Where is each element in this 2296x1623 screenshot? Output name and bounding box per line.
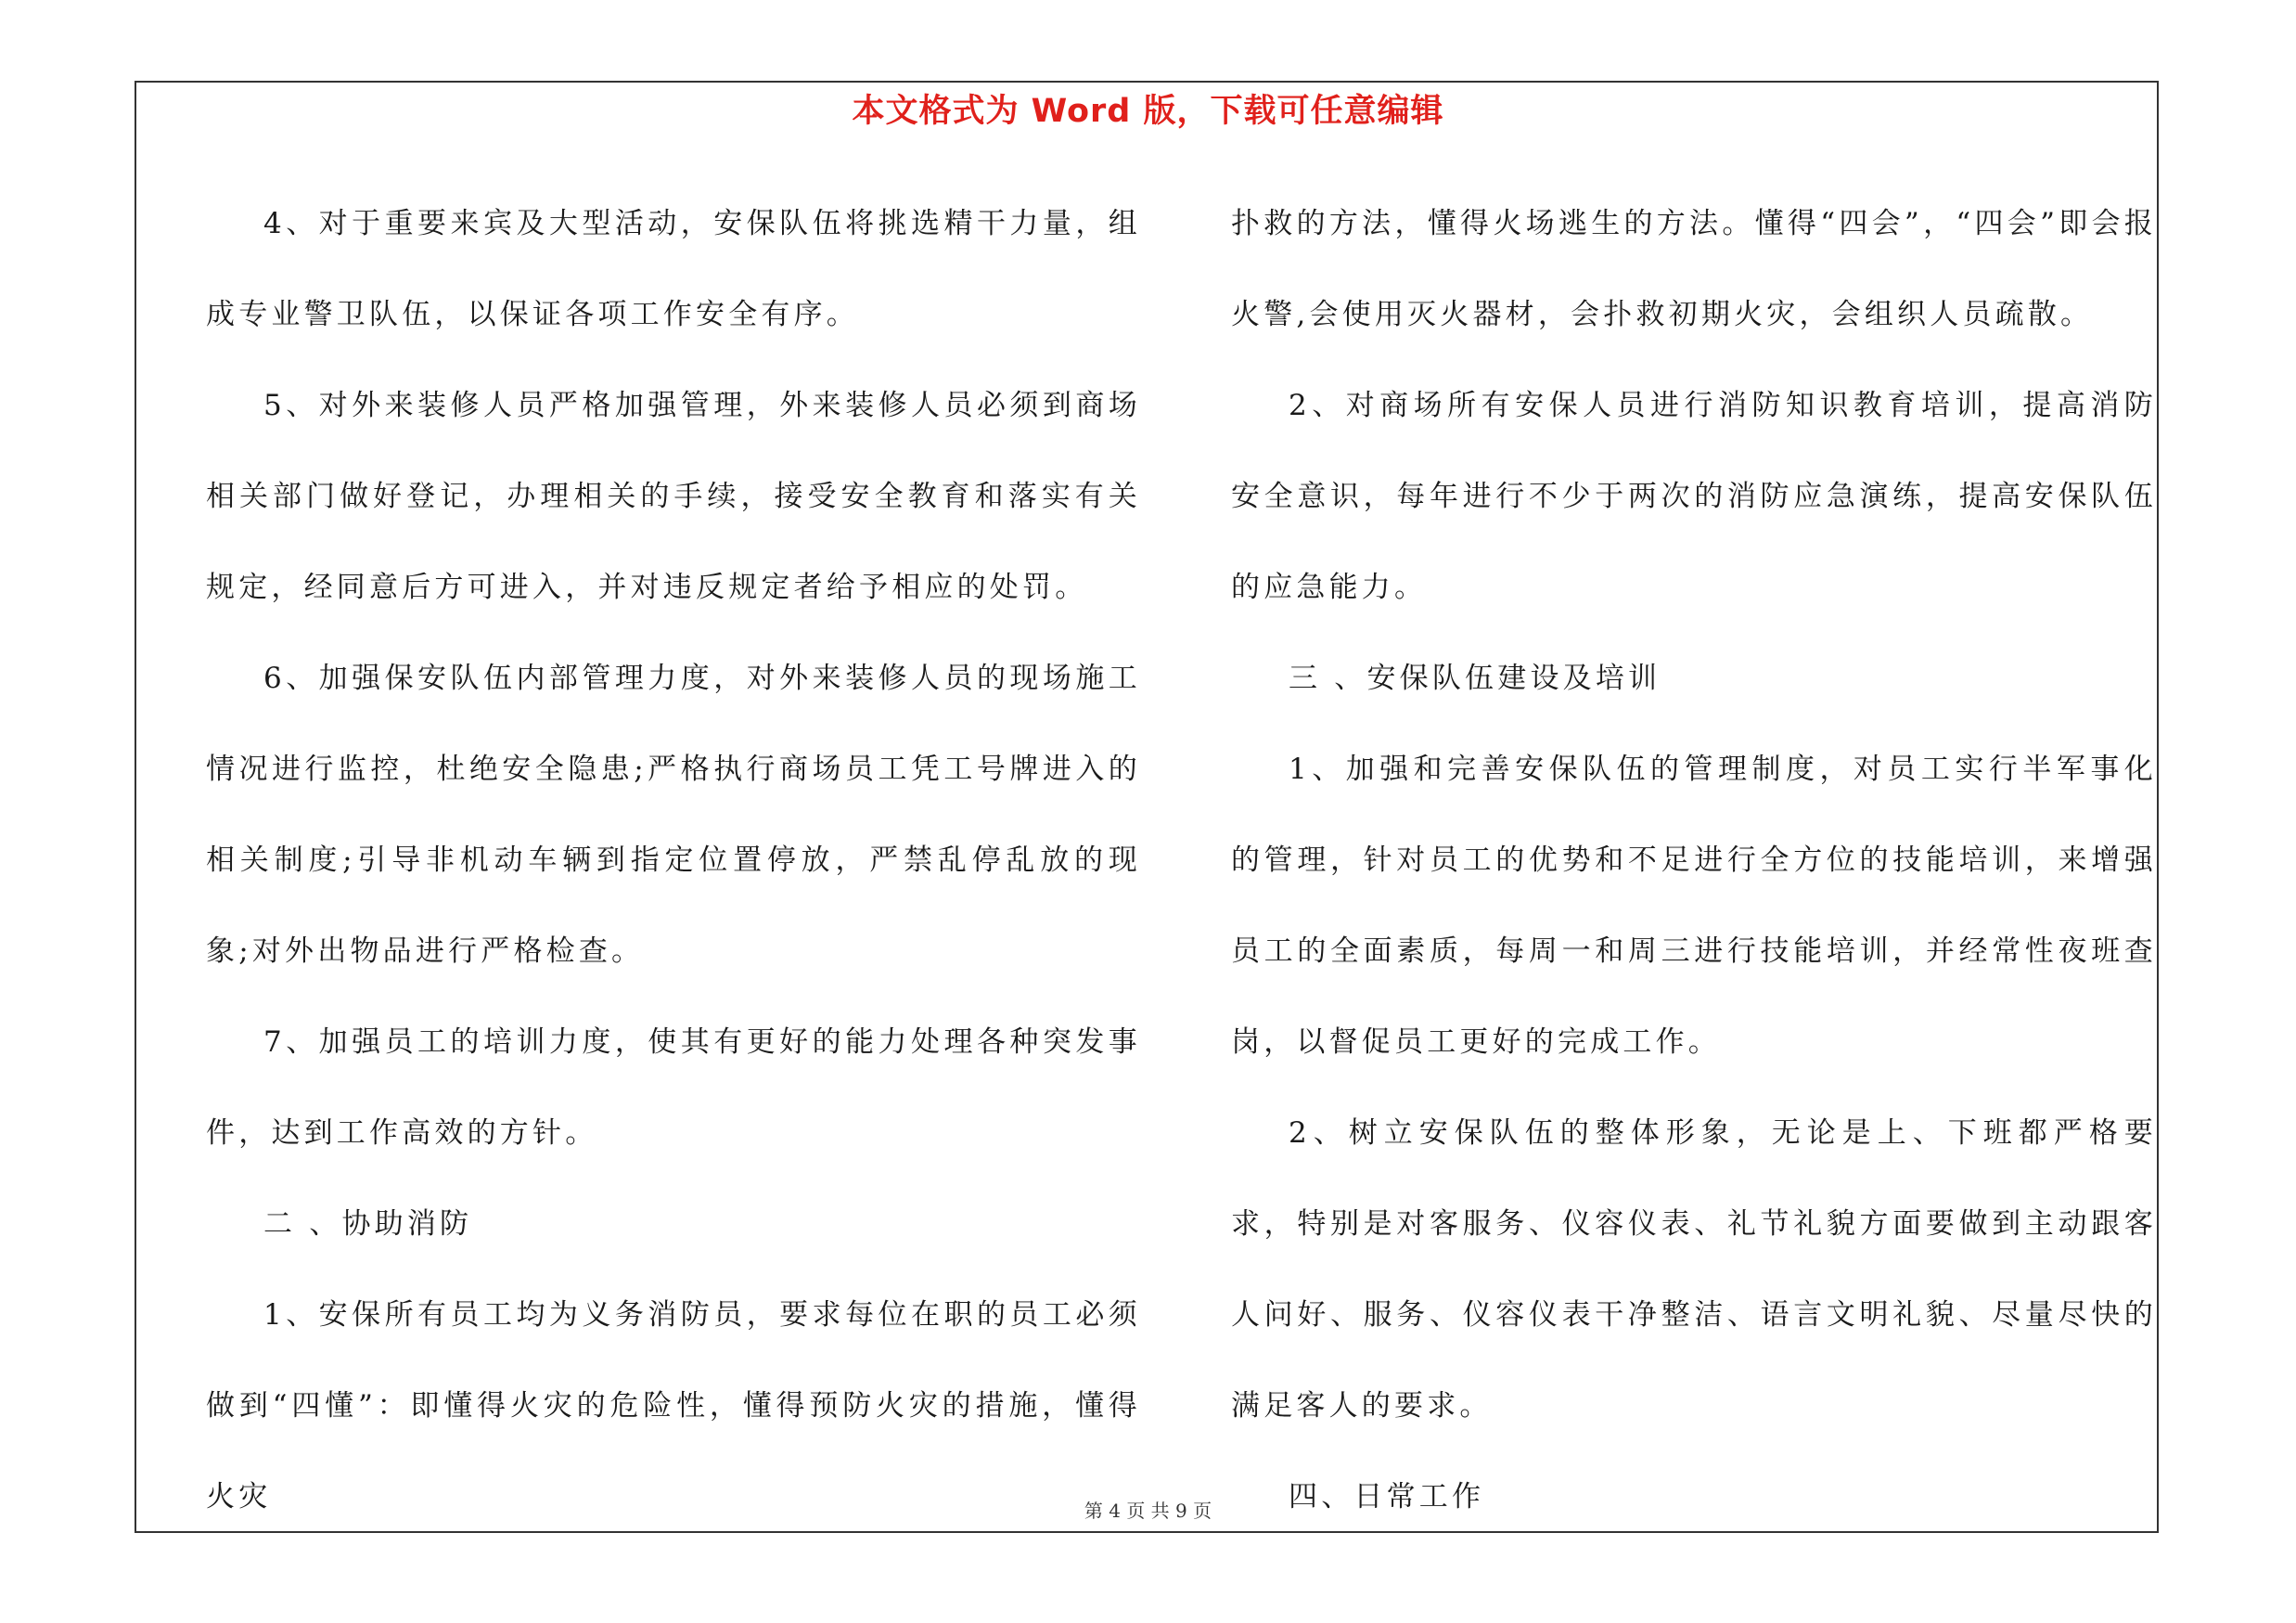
paragraph: 7、加强员工的培训力度，使其有更好的能力处理各种突发事件，达到工作高效的方针。 xyxy=(206,1025,1141,1150)
paragraph: 2、树立安保队伍的整体形象，无论是上、下班都严格要求，特别是对客服务、仪容仪表、礼节礼貌方面要做到主动跟客人问好、服务、仪容仪表干净整洁、语言文明礼貌、尽量尽快的满足客人的要求。 xyxy=(1231,1116,2157,1423)
header-banner: 本文格式为 Word 版，下载可任意编辑 xyxy=(852,93,1444,130)
paragraph: 6、加强保安队伍内部管理力度，对外来装修人员的现场施工情况进行监控，杜绝安全隐患;严格执行商场员工凭工号牌进入的相关制度;引导非机动车辆到指定位置停放，严禁乱停乱放的现象;对外出物品进行严格检查。 xyxy=(206,662,1141,968)
paragraph: 5、对外来装修人员严格加强管理，外来装修人员必须到商场相关部门做好登记，办理相关的手续，接受安全教育和落实有关规定，经同意后方可进入，并对违反规定者给予相应的处罚。 xyxy=(206,389,1141,604)
section-heading: 二 、协助消防 xyxy=(263,1207,473,1241)
paragraph: 1、安保所有员工均为义务消防员，要求每位在职的员工必须做到“四懂”：即懂得火灾的危险性，懂得预防火灾的措施，懂得火灾 xyxy=(206,1298,1141,1514)
section-heading: 三 、安保队伍建设及培训 xyxy=(1289,662,1661,695)
paragraph: 2、对商场所有安保人员进行消防知识教育培训，提高消防安全意识，每年进行不少于两次的消防应急演练，提高安保队伍的应急能力。 xyxy=(1231,389,2157,604)
left-column xyxy=(206,178,1141,1542)
paragraph-continuation: 扑救的方法，懂得火场逃生的方法。懂得“四会”，“四会”即会报火警,会使用灭火器材，会扑救初期火灾，会组织人员疏散。 xyxy=(1231,207,2157,331)
right-column xyxy=(1231,178,2157,1542)
section-heading: 四、日常工作 xyxy=(1289,1480,1485,1514)
page-number: 第 4 页 共 9 页 xyxy=(1084,1500,1212,1522)
paragraph: 4、对于重要来宾及大型活动，安保队伍将挑选精干力量，组成专业警卫队伍，以保证各项工作安全有序。 xyxy=(206,207,1141,331)
paragraph: 1、加强和完善安保队伍的管理制度，对员工实行半军事化的管理，针对员工的优势和不足进行全方位的技能培训，来增强员工的全面素质，每周一和周三进行技能培训，并经常性夜班查岗，以督促员工更好的完成工作。 xyxy=(1231,753,2157,1059)
